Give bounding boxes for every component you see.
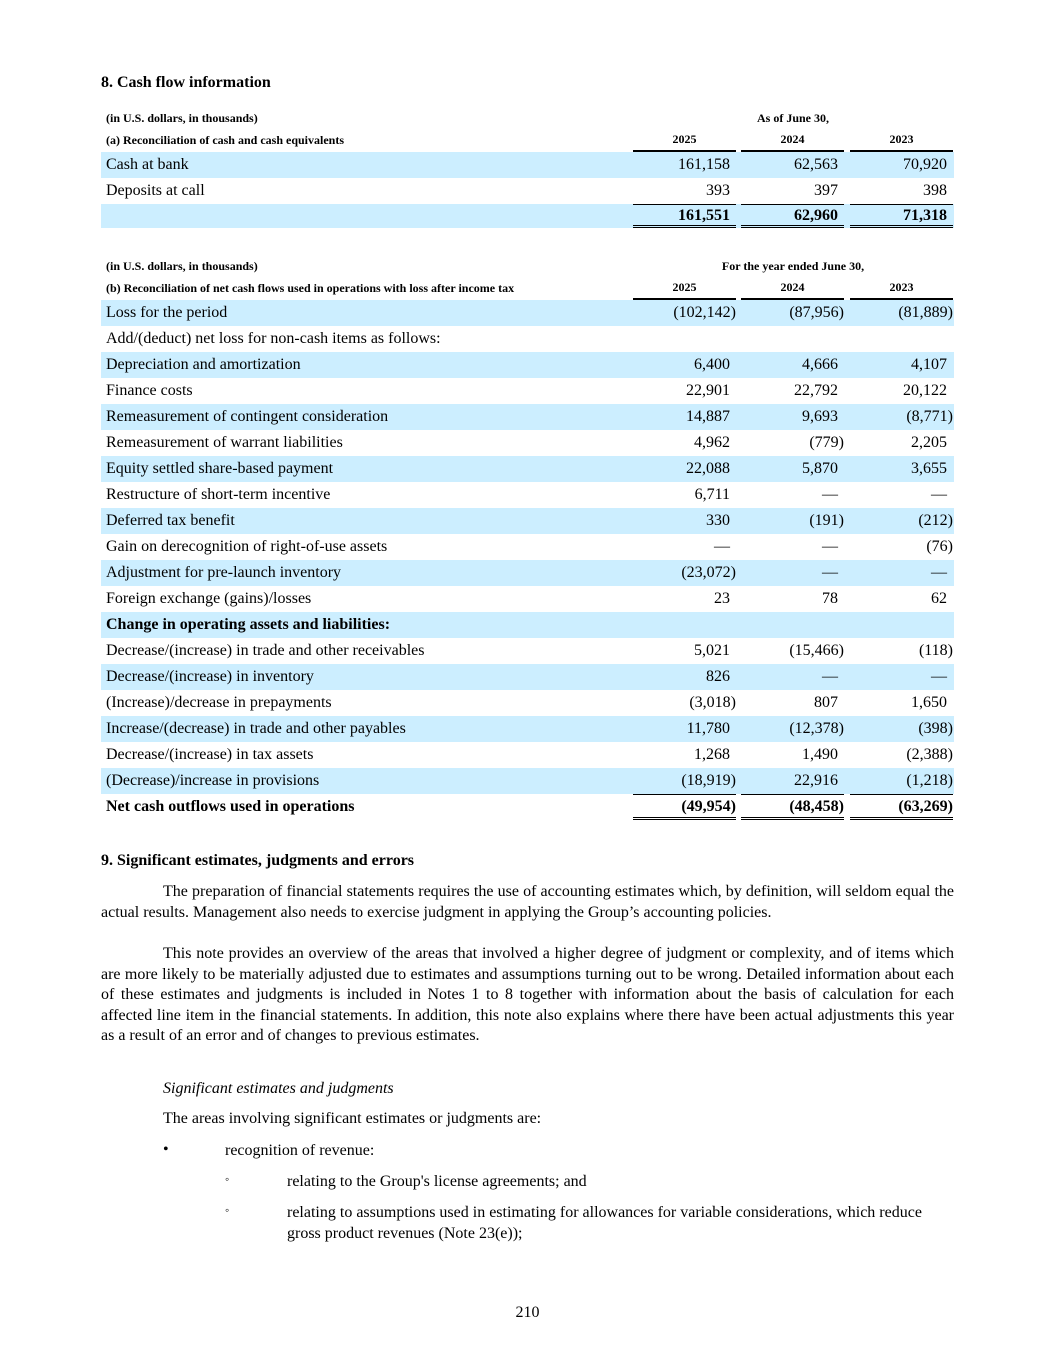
cell-value: (15,466): [789, 642, 844, 659]
row-label: Cash at bank: [106, 156, 189, 173]
cell-value: (23,072): [681, 564, 736, 581]
row-label: Decrease/(increase) in inventory: [106, 668, 314, 685]
row-label: Deferred tax benefit: [106, 512, 235, 529]
row-label: Gain on derecognition of right-of-use assets: [106, 538, 388, 555]
table-row: [101, 456, 954, 482]
sub-bullet-icon: ◦: [225, 1203, 230, 1217]
table-row: [101, 534, 954, 560]
table-row: [101, 378, 954, 404]
cell-value: 161,158: [678, 156, 730, 173]
cell-value: —: [931, 564, 947, 581]
table-row: [101, 586, 954, 612]
column-header: 2025: [633, 132, 736, 152]
paragraph: This note provides an overview of the areas that involved a higher degree of judgment or complexity, and of items which are more likely to be materially adjusted due to estimates and assumptions turning out to be wrong. Detailed information about each of these estimates and judgments is included in Notes 1 to 8 together with information about the basis of calculation for each affected line item in the financial statements. In addition, this note also explains where there have been actual adjustments this year as a result of an error and of changes to previous estimates.: [101, 945, 954, 1045]
table-row: [101, 768, 954, 794]
cell-value: —: [931, 486, 947, 503]
total-value: (63,269): [898, 798, 953, 815]
cell-value: 62,563: [794, 156, 838, 173]
cell-value: 9,693: [802, 408, 838, 425]
row-label: Depreciation and amortization: [106, 356, 301, 373]
section-8-title: 8. Cash flow information: [101, 74, 271, 91]
table-row: [101, 716, 954, 742]
cell-value: (8,771): [906, 408, 953, 425]
row-label: Increase/(decrease) in trade and other payables: [106, 720, 406, 737]
total-value: 161,551: [678, 207, 730, 224]
cell-value: (87,956): [789, 304, 844, 321]
cell-value: (18,919): [681, 772, 736, 789]
cell-value: 330: [706, 512, 730, 529]
cell-value: 1,490: [802, 746, 838, 763]
row-label: Decrease/(increase) in tax assets: [106, 746, 314, 763]
table-row: [101, 352, 954, 378]
cell-value: 807: [814, 694, 838, 711]
operations-reconciliation-table: [101, 258, 954, 820]
cell-value: 3,655: [911, 460, 947, 477]
cell-value: 20,122: [903, 382, 947, 399]
cell-value: (76): [926, 538, 953, 555]
total-value: (49,954): [681, 798, 736, 815]
row-label: Foreign exchange (gains)/losses: [106, 590, 312, 607]
table-row: [101, 508, 954, 534]
table-row: [101, 404, 954, 430]
cell-value: 397: [814, 182, 838, 199]
period-header: For the year ended June 30,: [721, 259, 865, 273]
row-label: (Increase)/decrease in prepayments: [106, 694, 332, 711]
cell-value: 14,887: [686, 408, 730, 425]
total-label: Net cash outflows used in operations: [106, 798, 355, 815]
cell-value: 4,107: [911, 356, 947, 373]
cell-value: 398: [923, 182, 947, 199]
cell-value: 11,780: [686, 720, 730, 737]
cell-value: (3,018): [689, 694, 736, 711]
table-row: [101, 430, 954, 456]
cell-value: 2,205: [911, 434, 947, 451]
bullet-text: recognition of revenue:: [225, 1142, 375, 1159]
row-label: Adjustment for pre-launch inventory: [106, 564, 342, 581]
cell-value: (212): [918, 512, 953, 529]
column-header: 2023: [850, 132, 953, 152]
column-header: 2025: [633, 280, 736, 300]
row-label: Remeasurement of contingent consideration: [106, 408, 389, 425]
column-header: 2024: [741, 280, 844, 300]
cell-value: 70,920: [903, 156, 947, 173]
cash-reconciliation-table: [101, 110, 954, 228]
cell-value: (2,388): [906, 746, 953, 763]
cell-value: 5,870: [802, 460, 838, 477]
cell-value: 393: [706, 182, 730, 199]
cell-value: 78: [822, 590, 838, 607]
section-9-title: 9. Significant estimates, judgments and errors: [101, 852, 415, 869]
cell-value: 23: [714, 590, 730, 607]
cell-value: (191): [809, 512, 844, 529]
period-header: As of June 30,: [756, 111, 829, 125]
table-row: [101, 326, 954, 352]
row-label: Finance costs: [106, 382, 193, 399]
subheading: Significant estimates and judgments: [163, 1080, 394, 1097]
row-label: (Decrease)/increase in provisions: [106, 772, 320, 789]
cell-value: 1,268: [694, 746, 730, 763]
row-label: Deposits at call: [106, 182, 205, 199]
units-label: (in U.S. dollars, in thousands): [106, 259, 258, 273]
cell-value: —: [822, 486, 838, 503]
cell-value: (12,378): [789, 720, 844, 737]
cell-value: 22,792: [794, 382, 838, 399]
row-label: Add/(deduct) net loss for non-cash items as follows:: [106, 330, 441, 347]
total-value: 71,318: [903, 207, 947, 224]
total-value: (48,458): [789, 798, 844, 815]
cell-value: (81,889): [898, 304, 953, 321]
sub-bullet-text: relating to the Group's license agreements; and: [287, 1173, 587, 1190]
bullet-icon: •: [163, 1141, 169, 1158]
row-label: Decrease/(increase) in trade and other receivables: [106, 642, 425, 659]
units-label: (in U.S. dollars, in thousands): [106, 111, 258, 125]
table-row: [101, 152, 954, 178]
page-number: 210: [515, 1304, 540, 1321]
cell-value: (118): [918, 642, 953, 659]
cell-value: 4,666: [802, 356, 838, 373]
cell-value: —: [822, 538, 838, 555]
cell-value: 6,400: [694, 356, 730, 373]
sub-bullet-icon: ◦: [225, 1172, 230, 1186]
table-row: [101, 664, 954, 690]
total-row: [101, 204, 954, 228]
table-row: [101, 300, 954, 326]
table-row: [101, 638, 954, 664]
column-header: 2023: [850, 280, 953, 300]
cell-value: 5,021: [694, 642, 730, 659]
table-caption: (b) Reconciliation of net cash flows used in operations with loss after income tax: [106, 281, 515, 295]
row-label: Change in operating assets and liabilities:: [106, 616, 391, 633]
table-row: [101, 612, 954, 638]
row-label: Loss for the period: [106, 304, 228, 321]
cell-value: (779): [809, 434, 844, 451]
row-label: Remeasurement of warrant liabilities: [106, 434, 343, 451]
cell-value: 22,901: [686, 382, 730, 399]
row-label: Equity settled share-based payment: [106, 460, 334, 477]
table-row: [101, 742, 954, 768]
cell-value: (102,142): [673, 304, 736, 321]
table-caption: (a) Reconciliation of cash and cash equivalents: [106, 133, 345, 147]
cell-value: 4,962: [694, 434, 730, 451]
cell-value: —: [714, 538, 730, 555]
cell-value: —: [822, 564, 838, 581]
cell-value: 22,916: [794, 772, 838, 789]
cell-value: (398): [918, 720, 953, 737]
cell-value: 22,088: [686, 460, 730, 477]
cell-value: (1,218): [906, 772, 953, 789]
table-row: [101, 560, 954, 586]
table-row: [101, 690, 954, 716]
row-label: Restructure of short-term incentive: [106, 486, 331, 503]
table-row: [101, 482, 954, 508]
cell-value: 62: [931, 590, 947, 607]
intro-text: The areas involving significant estimates or judgments are:: [163, 1110, 542, 1127]
table-row: [101, 178, 954, 204]
cell-value: 826: [706, 668, 730, 685]
cell-value: 6,711: [694, 486, 730, 503]
total-value: 62,960: [794, 207, 838, 224]
total-row: [101, 794, 954, 820]
cell-value: 1,650: [911, 694, 947, 711]
column-header: 2024: [741, 132, 844, 152]
paragraph: The preparation of financial statements requires the use of accounting estimates which, by definition, will seldom equal the actual results. Management also needs to exercise judgment in applying the Group’s accounting policies.: [101, 883, 954, 921]
cell-value: —: [822, 668, 838, 685]
cell-value: —: [931, 668, 947, 685]
sub-bullet-text: relating to assumptions used in estimating for allowances for variable considerations, which reduce gross product revenues (Note 23(e));: [287, 1204, 922, 1242]
